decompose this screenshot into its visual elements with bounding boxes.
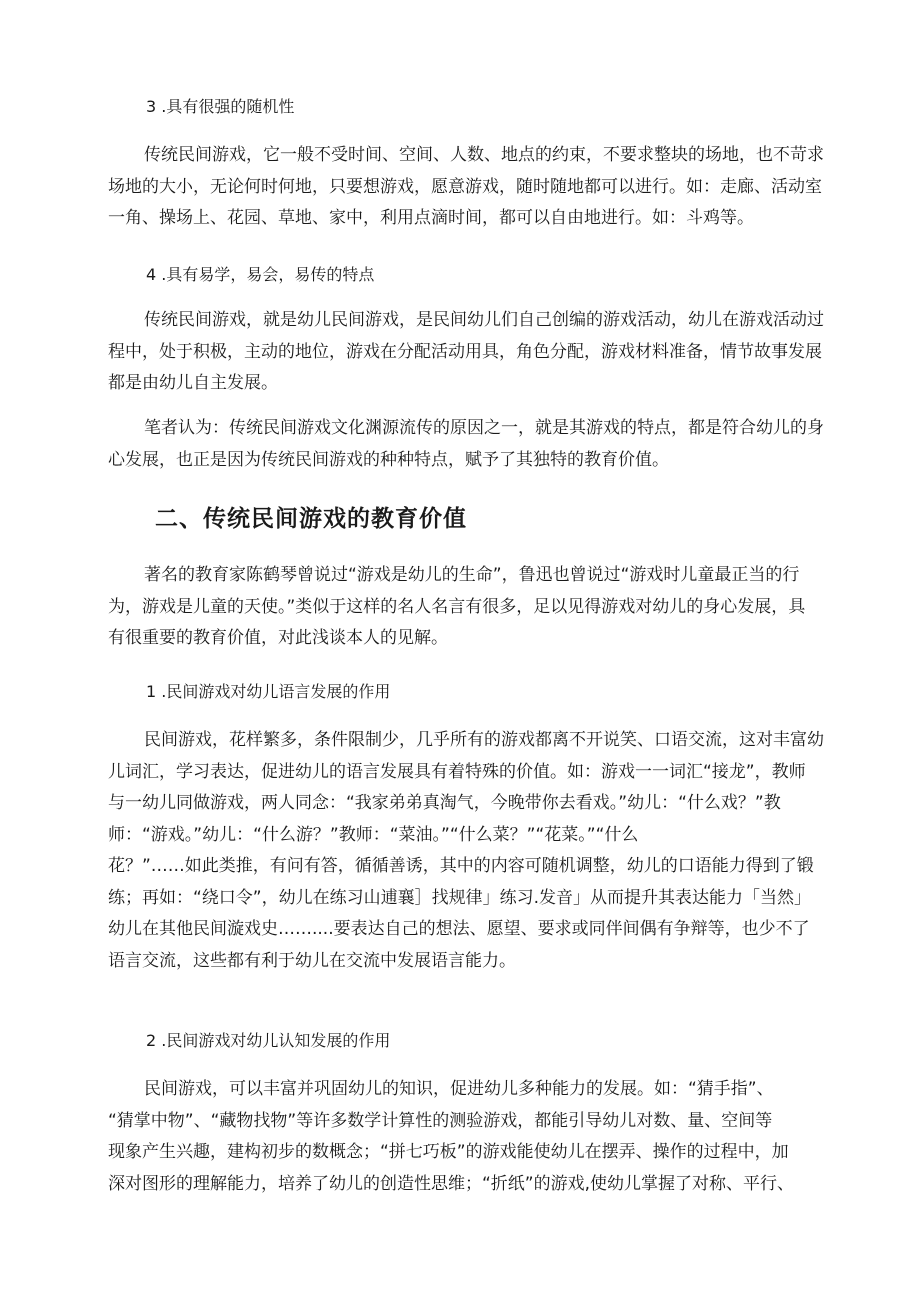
subheading-cognition: 2 .民间游戏对幼儿认知发展的作用 [146,1031,391,1050]
text-line: 现象产生兴趣，建构初步的数概念；“拼七巧板”的游戏能使幼儿在摆弄、操作的过程中，加 [108,1142,789,1162]
text-line: 传统民间游戏，就是幼儿民间游戏，是民间幼儿们自己创编的游戏活动，幼儿在游戏活动过 [144,310,824,330]
paragraph-language [108,725,888,977]
text-line: 语言交流，这些都有利于幼儿在交流中发展语言能力。 [108,950,516,971]
paragraph-randomness [108,140,888,235]
text-line: 幼儿在其他民间漩戏史……....要表达自己的想法、愿望、要求或同伴间偶有争辩等，也少不了 [108,919,810,939]
subheading-easy-to-learn: 4 .具有易学，易会，易传的特点 [146,265,375,284]
text-line: 心发展，也正是因为传统民间游戏的种种特点，赋予了其独特的教育价值。 [108,449,669,470]
text-line: 著名的教育家陈鹤琴曾说过“游戏是幼儿的生命”，鲁迅也曾说过“游戏时儿童最正当的行 [144,565,800,585]
text-line: 场地的大小，无论何时何地，只要想游戏，愿意游戏，随时随地都可以进行。如：走廊、活动室 [108,176,822,197]
text-line: 师：“游戏。”幼儿：“什么游？”教师：“菜油。”“什么菜？”“花菜。”“什么 [108,824,639,845]
subheading-randomness: 3 .具有很强的随机性 [146,97,295,116]
paragraph-easy-to-learn [108,305,888,400]
text-line: 为，游戏是儿童的天使。”类似于这样的名人名言有很多，足以见得游戏对幼儿的身心发展，具 [108,596,806,617]
text-line: 与一幼儿同做游戏，两人同念：“我家弟弟真淘气，今晚带你去看戏。”幼儿：“什么戏？”教 [108,793,781,813]
text-line: 一角、操场上、花园、草地、家中，利用点滴时间，都可以自由地进行。如：斗鸡等。 [108,208,754,228]
section-title: 二、传统民间游戏的教育价值 [155,506,467,532]
paragraph-intro [108,560,888,655]
text-line: 深对图形的理解能力，培养了幼儿的创造性思维；“折纸”的游戏,使幼儿掌握了对称、平行、 [108,1173,795,1194]
text-line: 民间游戏，可以丰富并巩固幼儿的知识，促进幼儿多种能力的发展。如：“猜手指”、 [144,1079,774,1099]
text-line: 儿词汇，学习表达，促进幼儿的语言发展具有着特殊的价值。如：游戏一一词汇“接龙”，教师 [108,761,806,782]
text-line: 民间游戏，花样繁多，条件限制少，几乎所有的游戏都离不开说笑、口语交流，这对丰富幼 [144,730,824,750]
text-line: 传统民间游戏，它一般不受时间、空间、人数、地点的约束，不要求整块的场地，也不苛求 [144,145,824,165]
paragraph-author-view [108,413,888,476]
text-line: 有很重要的教育价值，对此浅谈本人的见解。 [108,628,448,648]
text-line: “猜掌中物”、“藏物找物”等许多数学计算性的测验游戏，都能引导幼儿对数、量、空间等 [108,1110,773,1131]
text-line: 都是由幼儿自主发展。 [108,373,278,393]
text-line: 练；再如：“绕口令”，幼儿在练习山逋襄］找规律」练习.发音」从而提升其表达能力「当然」 [108,887,812,908]
text-line: 花？”……如此类推，有问有答，循循善诱，其中的内容可随机调整，幼儿的口语能力得到了锻 [108,856,814,876]
text-line: 程中，处于积极，主动的地位，游戏在分配活动用具，角色分配，游戏材料准备，情节故事发展 [108,341,822,362]
text-line: 笔者认为：传统民间游戏文化渊源流传的原因之一，就是其游戏的特点，都是符合幼儿的身 [144,418,824,438]
paragraph-cognition [108,1074,888,1200]
subheading-language: 1 .民间游戏对幼儿语言发展的作用 [146,682,391,701]
